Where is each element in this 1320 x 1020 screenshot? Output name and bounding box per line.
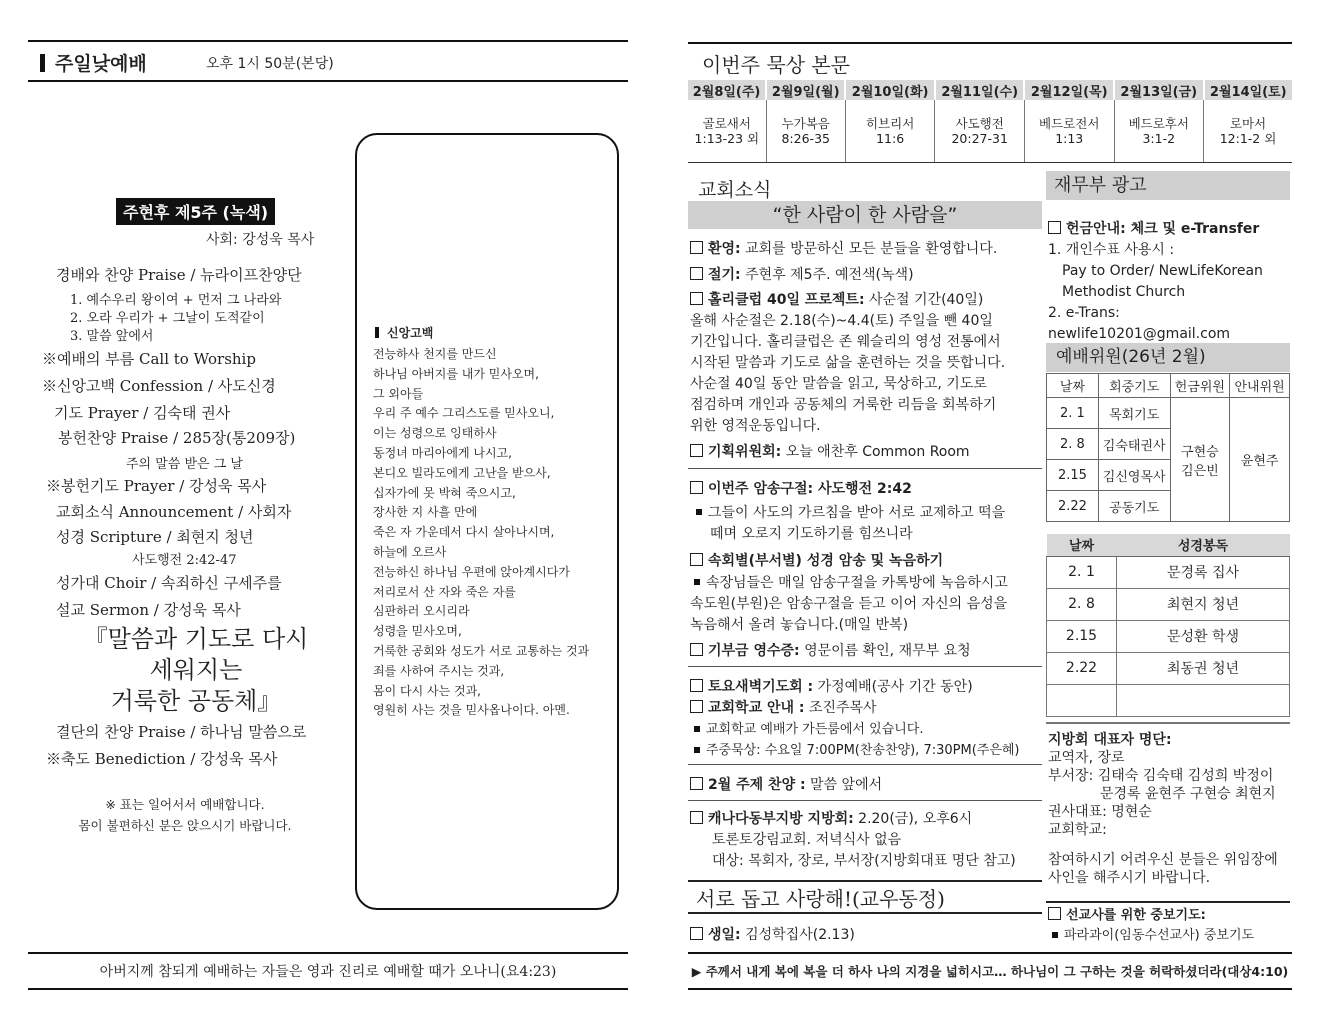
week-day-header: 2월8일(주) <box>688 80 766 100</box>
district-line: 토론토강림교회. 저녁식사 없음 <box>712 832 902 848</box>
week-day-header: 2월11일(수) <box>935 80 1025 100</box>
news-dawn-prayer: 토요새벽기도회 : 가정예배(공사 기간 동안) <box>690 676 973 696</box>
praise-song-2: 2. 오라 우리가 + 그날이 도적같이 <box>70 311 265 326</box>
memory-verse-line: 떼며 오로지 기도하기를 힘쓰니라 <box>710 526 913 542</box>
school-item: 주중묵상: 수요일 7:00PM(찬송찬양), 7:30PM(주은혜) <box>690 739 1020 758</box>
left-header-bottom-rule <box>28 80 628 82</box>
order-announcement: 교회소식 Announcement / 사회자 <box>56 503 292 521</box>
news-separator <box>688 666 1042 667</box>
checkbox-icon <box>690 267 703 280</box>
order-offering-prayer: ※봉헌기도 Prayer / 강성욱 목사 <box>46 477 267 495</box>
creed-line: 성령을 믿사오며, <box>373 624 462 639</box>
group-memory-line: 녹음해서 올려 놓습니다.(매일 반복) <box>690 617 909 633</box>
school-item: 교회학교 예배가 가든룸에서 있습니다. <box>690 718 923 737</box>
week-day-header: 2월14일(토) <box>1204 80 1292 100</box>
left-footer-top-rule <box>28 952 628 954</box>
bullet-icon <box>696 509 702 515</box>
order-choir: 성가대 Choir / 속죄하신 구세주를 <box>56 574 282 592</box>
holy-club-body: 사순절 40일 동안 말씀을 읽고, 묵상하고, 기도로 <box>690 376 987 392</box>
missionary-item: 파라과이(임동수선교사) 중보기도 <box>1048 926 1292 946</box>
sermon-title-line-1: 『말씀과 기도로 다시 <box>83 625 309 653</box>
offering-guide: 헌금안내: 체크 및 e-Transfer <box>1048 219 1292 240</box>
left-footer-bottom-rule <box>28 988 628 990</box>
table-row: 2. 1 목회기도 구현승 김은빈 윤현주 <box>1047 398 1290 429</box>
week-passage: 베드로전서 1:13 <box>1024 100 1114 162</box>
table-row <box>1047 684 1290 716</box>
creed-line: 죄를 사하여 주시는 것과, <box>373 663 505 678</box>
table-row: 2.15 김신영목사 <box>1047 460 1290 491</box>
checkbox-icon <box>690 777 703 790</box>
order-offering-praise: 봉헌찬양 Praise / 285장(통209장) <box>58 429 296 447</box>
mission-rule <box>1046 901 1290 903</box>
missionary-prayer <box>1048 906 1292 946</box>
week-passage: 베드로후서 3:1-2 <box>1114 100 1204 162</box>
news-district-meeting: 캐나다동부지방 지방회: 2.20(금), 오후6시 <box>690 808 972 828</box>
right-footer-bottom-rule <box>688 988 1292 990</box>
checkbox-icon <box>1048 907 1061 920</box>
usher-table: 날짜 회중기도 헌금위원 안내위원 2. 1 목회기도 구현승 김은빈 윤현주 2. 8 김숙태권사 2.15 김신영목사 2.22 공동기도 <box>1046 373 1290 522</box>
checkbox-icon <box>690 444 703 457</box>
creed-line: 영원히 사는 것을 믿사옵나이다. 아멘. <box>373 703 570 718</box>
right-top-rule <box>688 42 1292 44</box>
table-row: 2.15 문성환 학생 <box>1047 620 1290 652</box>
checkbox-icon <box>690 553 703 566</box>
standing-note: ※ 표는 일어서서 예배합니다. 몸이 불편하신 분은 앉으시기 바랍니다. <box>78 797 292 833</box>
week-day-header: 2월12일(목) <box>1024 80 1114 100</box>
praise-song-3: 3. 말씀 앞에서 <box>70 329 154 344</box>
fellowship-title: 서로 돕고 사랑해!(교우동정) <box>688 880 1042 914</box>
holy-club-body: 시작된 말씀과 기도로 삶을 훈련하는 것을 뜻합니다. <box>690 355 1006 371</box>
checkbox-icon <box>690 481 703 494</box>
creed-line: 거룩한 공회와 성도가 서로 교통하는 것과 <box>373 643 590 658</box>
worship-time: 오후 1시 50분(본당) <box>206 56 334 72</box>
group-memory-line: 속장님들은 매일 암송구절을 카톡방에 녹음하시고 <box>690 572 1008 592</box>
creed-line: 심판하러 오시리라 <box>373 604 470 619</box>
table-row: 2.22 공동기도 <box>1047 491 1290 522</box>
scripture-reference: 사도행전 2:42-47 <box>132 553 237 568</box>
news-separator <box>688 800 1042 801</box>
finance-info: 헌금안내: 체크 및 e-Transfer 1. 개인수표 사용시 : Pay to Order/ NewLifeKorean Methodist Church 2. e-Trans: newlife10201@gmail.com <box>1048 219 1292 345</box>
creed-line: 전능하사 천지를 만드신 <box>373 347 497 361</box>
district-line: 대상: 목회자, 장로, 부서장(지방회대표 명단 참고) <box>712 853 1016 869</box>
news-banner: “한 사람이 한 사람을” <box>688 201 1042 229</box>
news-group-memory: 속회별(부서별) 성경 암송 및 녹음하기 <box>690 550 943 570</box>
checkbox-icon <box>1048 221 1061 234</box>
holy-club-body: 점검하며 개인과 공동체의 거룩한 리듬을 회복하기 <box>690 397 997 413</box>
right-footer-verse: ▶ 주께서 내게 복에 복을 더 하사 나의 지경을 넓히시고… 하나님이 그 구하는 것을 허락하셨더라(대상4:10) <box>691 964 1289 979</box>
guide-committee: 윤현주 <box>1230 398 1290 522</box>
news-planning: 기획위원회: 오늘 애찬후 Common Room <box>690 441 970 461</box>
district-rep-rule <box>1046 722 1290 724</box>
order-praise: 경배와 찬양 Praise / 뉴라이프찬양단 <box>56 266 302 284</box>
table-row: 2. 1 문경록 집사 <box>1047 556 1290 588</box>
left-footer-verse: 아버지께 참되게 예배하는 자들은 영과 진리로 예배할 때가 오나니(요4:23) <box>99 964 557 980</box>
right-footer-top-rule <box>688 952 1292 954</box>
creed-line: 하나님 아버지를 내가 믿사오며, <box>373 366 539 381</box>
finance-title: 재무부 광고 <box>1046 171 1290 200</box>
worship-host: 사회: 강성욱 목사 <box>206 232 315 248</box>
week-day-header: 2월10일(화) <box>845 80 935 100</box>
creed-line: 본디오 빌라도에게 고난을 받으사, <box>373 465 551 480</box>
offering-committee: 구현승 김은빈 <box>1170 398 1230 522</box>
weekly-meditation-table <box>688 80 1292 163</box>
table-row: 2.22 최동권 청년 <box>1047 652 1290 684</box>
district-representatives: 지방회 대표자 명단: 교역자, 장로 부서장: 김태숙 김숙태 김성희 박정이 문경록 윤현주 구현승 최현지 권사대표: 명현순 교회학교: 참여하시기 어려우신 분들은 위임장에 사인을 해주시기 바랍니다. <box>1048 732 1278 886</box>
scripture-reading-table: 날짜 성경봉독 2. 1 문경록 집사 2. 8 최현지 청년 2.15 문성환 학생 2.22 최동권 청년 <box>1046 534 1290 717</box>
creed-line: 그 외아들 <box>373 386 424 401</box>
news-title: 교회소식 <box>698 179 772 201</box>
news-separator <box>688 764 1042 765</box>
bullet-icon <box>694 747 700 753</box>
week-passage: 사도행전 20:27-31 <box>935 100 1025 162</box>
sermon-title-line-3: 거룩한 공동체』 <box>110 687 282 715</box>
checkbox-icon <box>690 241 703 254</box>
worship-header <box>28 40 628 80</box>
sermon-title-line-2: 세워지는 <box>149 656 243 684</box>
holy-club-body: 기간입니다. 홀리클럽은 존 웨슬리의 영성 전통에서 <box>690 334 1001 350</box>
header-bar-icon <box>40 54 45 72</box>
order-sermon: 설교 Sermon / 강성욱 목사 <box>56 601 241 619</box>
checkbox-icon <box>690 927 703 940</box>
apostles-creed <box>373 345 613 721</box>
bullet-icon <box>1052 932 1058 938</box>
creed-line: 십자가에 못 박혀 죽으시고, <box>373 485 516 500</box>
creed-bar-icon <box>375 327 379 338</box>
checkbox-icon <box>690 292 703 305</box>
news-theme-song: 2월 주제 찬양 : 말씀 앞에서 <box>690 774 882 794</box>
news-welcome: 환영: 교회를 방문하신 모든 분들을 환영합니다. <box>690 238 997 258</box>
praise-song-1: 1. 예수우리 왕이여 + 먼저 그 나라와 <box>70 293 282 308</box>
news-separator <box>688 468 1042 469</box>
creed-line: 저리로서 산 자와 죽은 자를 <box>373 584 516 599</box>
order-scripture: 성경 Scripture / 최현지 청년 <box>56 528 254 546</box>
order-confession: ※신앙고백 Confession / 사도신경 <box>42 377 276 395</box>
creed-line: 이는 성령으로 잉태하사 <box>373 426 497 441</box>
creed-line: 장사한 지 사흘 만에 <box>373 505 478 520</box>
missionary-title: 선교사를 위한 중보기도: <box>1048 906 1292 926</box>
bullet-icon <box>694 579 700 585</box>
usher-title: 예배위원(26년 2월) <box>1046 343 1290 372</box>
worship-title: 주일낮예배 <box>40 49 147 76</box>
order-benediction: ※축도 Benediction / 강성욱 목사 <box>46 750 278 768</box>
table-row: 2. 8 김숙태권사 <box>1047 429 1290 460</box>
table-row: 2. 8 최현지 청년 <box>1047 588 1290 620</box>
news-church-school: 교회학교 안내 : 조진주목사 <box>690 697 877 717</box>
checkbox-icon <box>690 811 703 824</box>
creed-line: 전능하신 하나님 우편에 앉아계시다가 <box>373 564 570 579</box>
week-day-header: 2월9일(월) <box>766 80 845 100</box>
bullet-icon <box>694 726 700 732</box>
creed-line: 죽은 자 가운데서 다시 살아나시며, <box>373 525 555 540</box>
week-passage: 히브리서 11:6 <box>845 100 935 162</box>
week-passage: 골로새서 1:13-23 외 <box>688 100 766 162</box>
news-memory-verse: 이번주 암송구절: 사도행전 2:42 <box>690 478 912 498</box>
liturgical-season-badge: 주현후 제5주 (녹색) <box>116 198 275 225</box>
order-closing-praise: 결단의 찬양 Praise / 하나님 말씀으로 <box>56 723 307 741</box>
checkbox-icon <box>690 679 703 692</box>
week-day-header: 2월13일(금) <box>1114 80 1204 100</box>
memory-verse-line: 그들이 사도의 가르침을 받아 서로 교제하고 떡을 <box>690 502 1005 522</box>
order-call-to-worship: ※예배의 부름 Call to Worship <box>42 350 256 368</box>
checkbox-icon <box>690 700 703 713</box>
holy-club-body: 위한 영적운동입니다. <box>690 418 821 434</box>
creed-line: 몸이 다시 사는 것과, <box>373 683 481 698</box>
news-holy-club: 홀리클럽 40일 프로젝트: 사순절 기간(40일) <box>690 289 983 309</box>
offering-song-title: 주의 말씀 받은 그 날 <box>126 457 243 472</box>
creed-line: 하늘에 오르사 <box>373 544 447 559</box>
week-passage: 누가복음 8:26-35 <box>766 100 845 162</box>
meditation-title: 이번주 묵상 본문 <box>702 53 850 77</box>
group-memory-line: 속도원(부원)은 암송구절을 듣고 이어 자신의 음성을 <box>690 596 1008 612</box>
creed-line: 동정녀 마리아에게 나시고, <box>373 445 512 460</box>
holy-club-body: 올해 사순절은 2.18(수)~4.4(토) 주일을 뺀 40일 <box>690 313 993 329</box>
order-prayer: 기도 Prayer / 김숙태 권사 <box>54 404 231 422</box>
news-receipt: 기부금 영수증: 영문이름 확인, 재무부 요청 <box>690 640 971 660</box>
creed-title: 신앙고백 <box>375 324 433 341</box>
news-season: 절기: 주현후 제5주. 예전색(녹색) <box>690 264 914 284</box>
creed-line: 우리 주 예수 그리스도를 믿사오니, <box>373 406 555 421</box>
week-passage: 로마서 12:1-2 외 <box>1204 100 1292 162</box>
checkbox-icon <box>690 643 703 656</box>
news-birthday: 생일: 김성학집사(2.13) <box>690 924 855 944</box>
